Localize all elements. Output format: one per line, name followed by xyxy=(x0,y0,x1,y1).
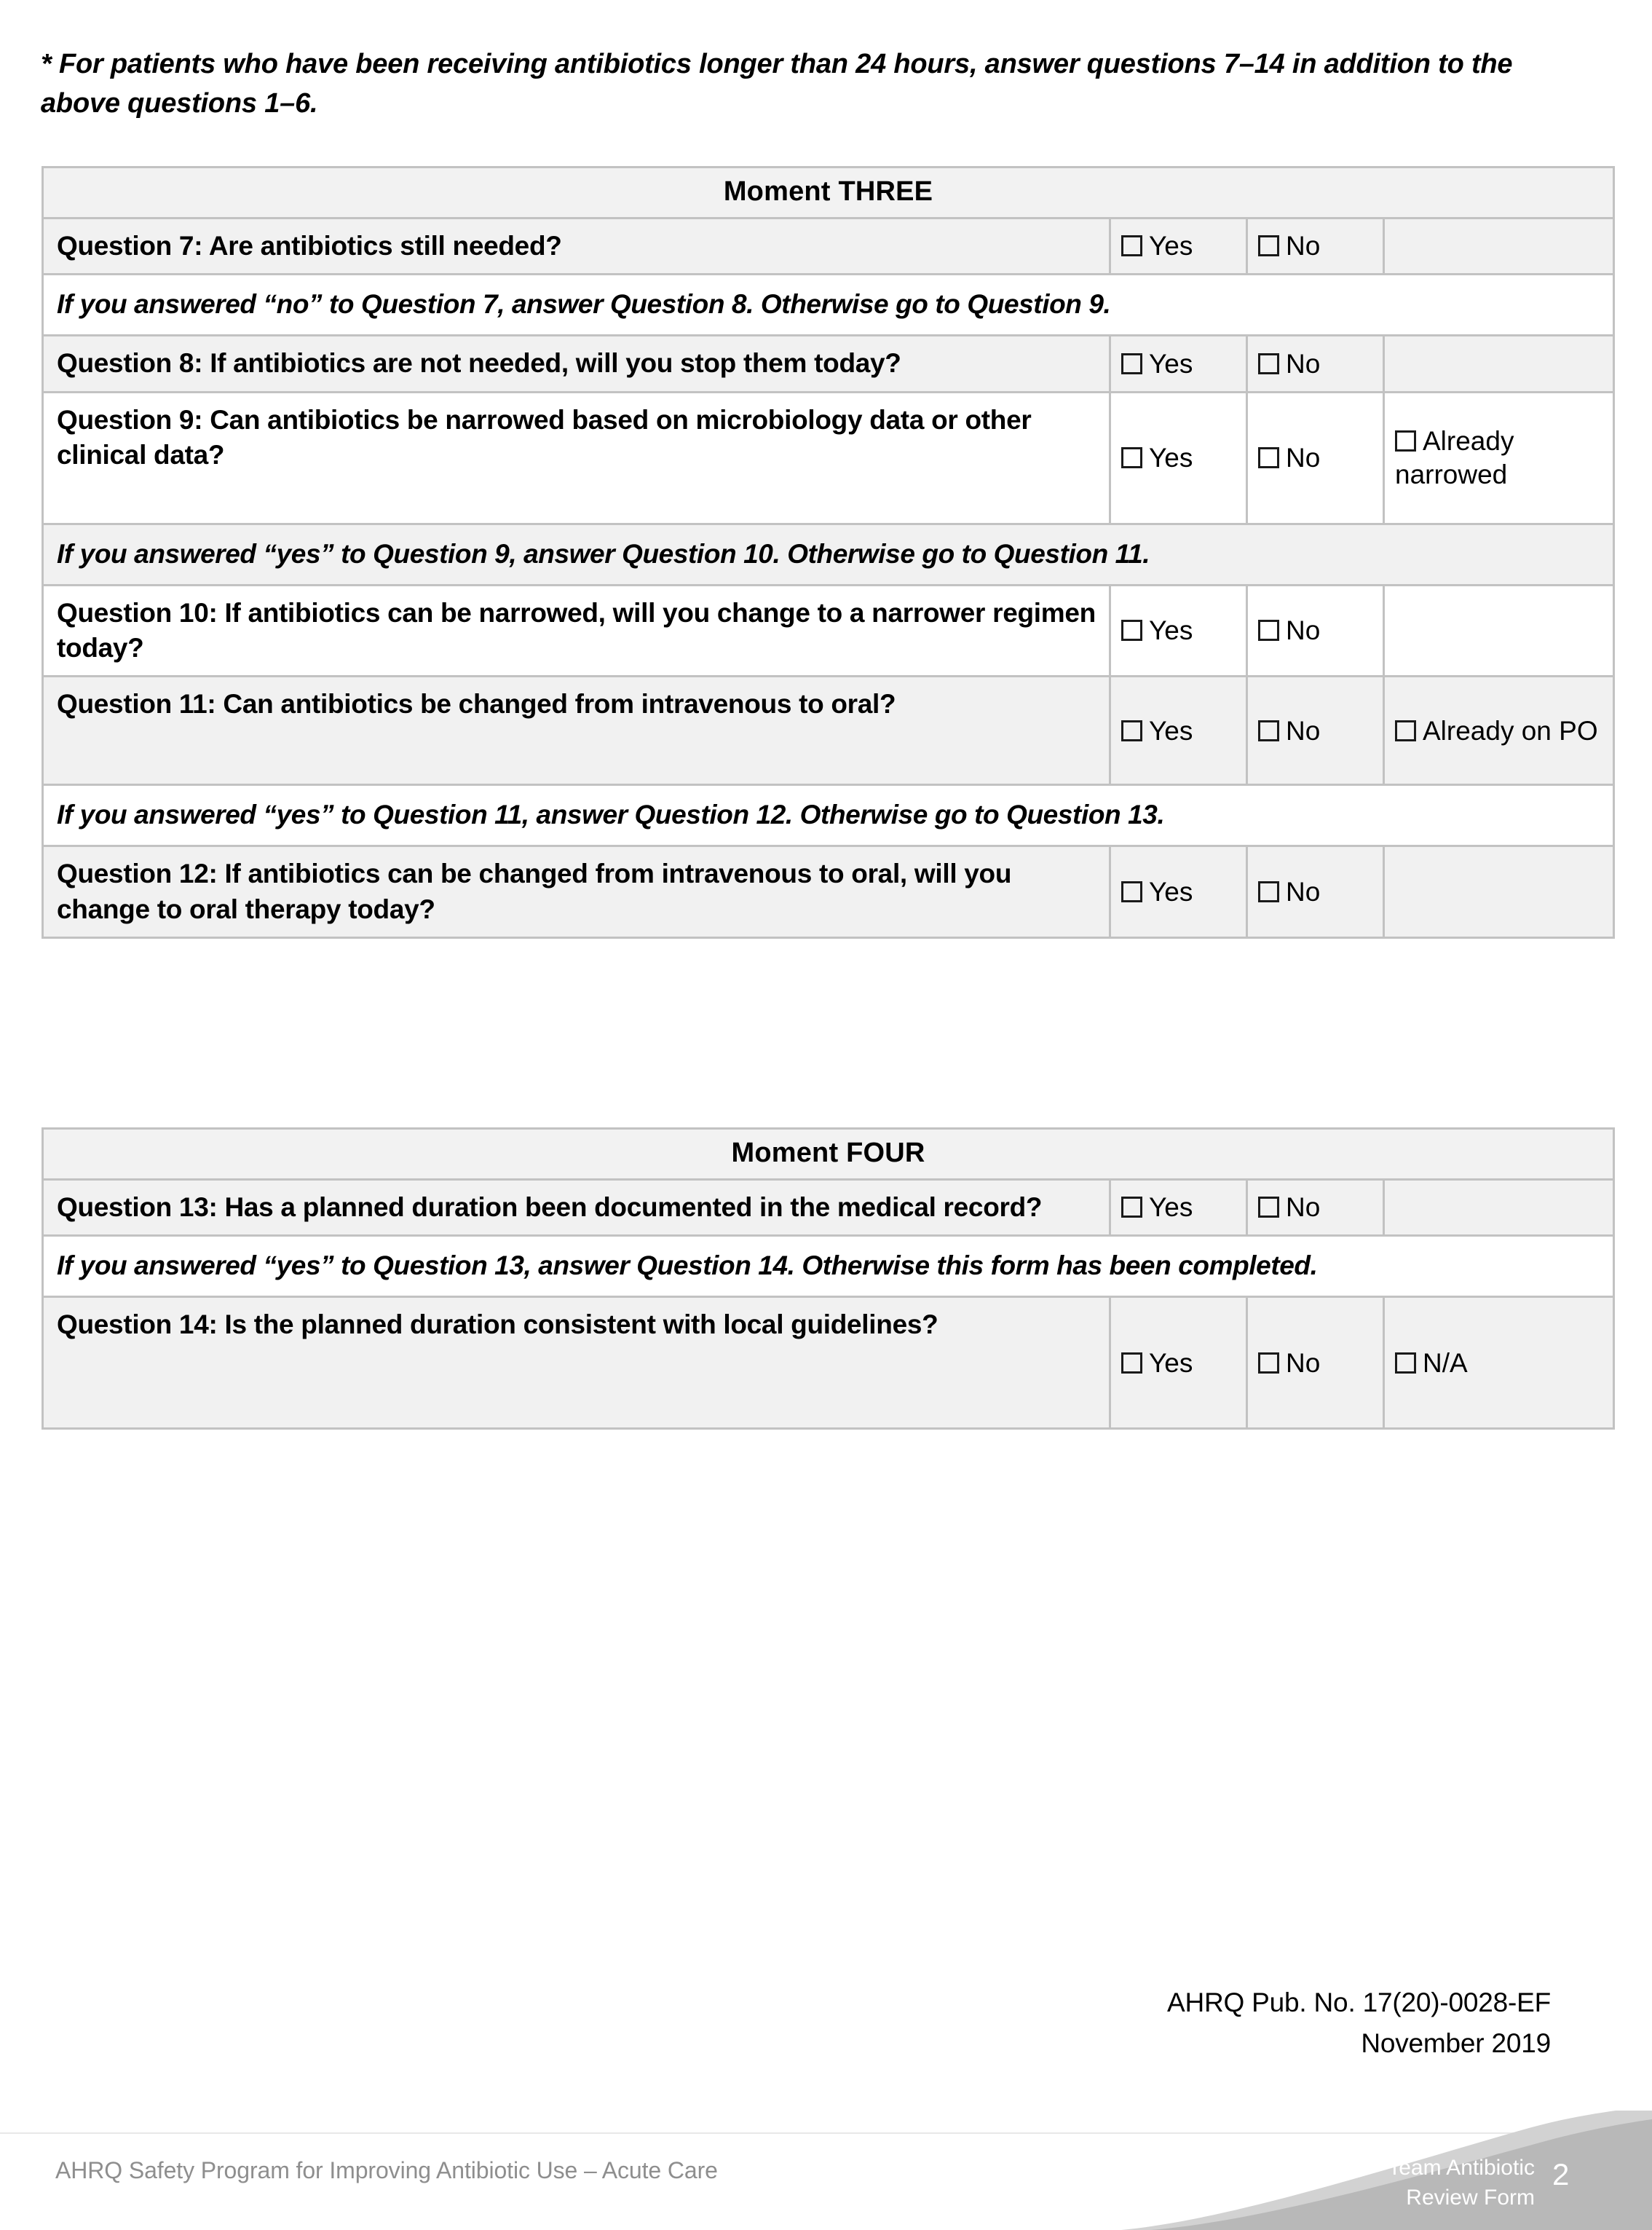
question-text: Question 8: If antibiotics are not needed, will you stop them today? xyxy=(43,336,1110,392)
checkbox-icon[interactable] xyxy=(1258,235,1279,256)
answer-already-narrowed-label: Already narrowed xyxy=(1395,426,1514,489)
table-row xyxy=(43,585,1614,676)
answer-no-label: No xyxy=(1286,348,1321,379)
checkbox-icon[interactable] xyxy=(1258,447,1279,468)
answer-no-label: No xyxy=(1286,1347,1321,1378)
checkbox-icon[interactable] xyxy=(1121,1352,1142,1374)
answer-no-label: No xyxy=(1286,876,1321,907)
checkbox-icon[interactable] xyxy=(1258,620,1279,641)
answer-extra-cell-empty xyxy=(1384,846,1614,937)
answer-yes-label: Yes xyxy=(1149,615,1193,646)
answer-yes-cell[interactable] xyxy=(1110,218,1247,275)
answer-no-label: No xyxy=(1286,231,1321,261)
answer-na-label: N/A xyxy=(1423,1347,1468,1378)
answer-no-cell[interactable] xyxy=(1247,1297,1384,1429)
moment-number: FOUR xyxy=(846,1138,925,1168)
table-row xyxy=(43,336,1614,392)
checkbox-icon[interactable] xyxy=(1121,720,1142,741)
answer-no-label: No xyxy=(1286,615,1321,646)
question-text: Question 14: Is the planned duration consistent with local guidelines? xyxy=(43,1297,1110,1429)
answer-already-narrowed-cell[interactable] xyxy=(1384,392,1614,524)
checkbox-icon[interactable] xyxy=(1121,235,1142,256)
answer-no-cell[interactable] xyxy=(1247,218,1384,275)
table-row xyxy=(43,275,1614,336)
table-row xyxy=(43,218,1614,275)
question-text: Question 7: Are antibiotics still needed? xyxy=(43,218,1110,275)
table-row xyxy=(43,1297,1614,1429)
answer-yes-label: Yes xyxy=(1149,715,1193,746)
table-header-row xyxy=(43,1129,1614,1180)
checkbox-icon[interactable] xyxy=(1121,881,1142,902)
question-text: Question 13: Has a planned duration been documented in the medical record? xyxy=(43,1180,1110,1236)
answer-extra-cell-empty xyxy=(1384,218,1614,275)
checkbox-icon[interactable] xyxy=(1121,620,1142,641)
answer-yes-cell[interactable] xyxy=(1110,392,1247,524)
answer-yes-label: Yes xyxy=(1149,231,1193,261)
answer-extra-cell-empty xyxy=(1384,585,1614,676)
answer-yes-label: Yes xyxy=(1149,1347,1193,1378)
publication-number: AHRQ Pub. No. 17(20)-0028-EF xyxy=(1166,1987,1551,2017)
answer-yes-cell[interactable] xyxy=(1110,585,1247,676)
answer-no-cell[interactable] xyxy=(1247,846,1384,937)
answer-already-on-po-label: Already on PO xyxy=(1423,715,1598,746)
instruction-text: If you answered “yes” to Question 11, answer Question 12. Otherwise go to Question 13. xyxy=(43,785,1614,846)
answer-na-cell[interactable] xyxy=(1384,1297,1614,1429)
answer-yes-cell[interactable] xyxy=(1110,677,1247,785)
table-row xyxy=(43,392,1614,524)
answer-no-cell[interactable] xyxy=(1247,585,1384,676)
publication-block xyxy=(1167,1982,1551,2064)
checkbox-icon[interactable] xyxy=(1395,430,1416,452)
moment-four-header xyxy=(43,1129,1614,1180)
question-text: Question 12: If antibiotics can be changed from intravenous to oral, will you change to oral therapy today? xyxy=(43,846,1110,937)
answer-yes-label: Yes xyxy=(1149,348,1193,379)
moment-three-table xyxy=(42,166,1615,939)
answer-yes-cell[interactable] xyxy=(1110,336,1247,392)
checkbox-icon[interactable] xyxy=(1258,720,1279,741)
footer-doc-title-line2: Review Form xyxy=(1406,2186,1535,2210)
checkbox-icon[interactable] xyxy=(1258,1352,1279,1374)
table-row xyxy=(43,846,1614,937)
checkbox-icon[interactable] xyxy=(1121,1197,1142,1218)
checkbox-icon[interactable] xyxy=(1395,1352,1416,1374)
footer-program-name: AHRQ Safety Program for Improving Antibiotic Use – Acute Care xyxy=(55,2157,718,2183)
table-row xyxy=(43,785,1614,846)
footer-page-number: 2 xyxy=(1552,2157,1570,2191)
intro-note: * For patients who have been receiving antibiotics longer than 24 hours, answer questions 7–14 in addition to the above questions 1–6. xyxy=(41,49,1513,119)
answer-no-label: No xyxy=(1286,442,1321,473)
footer-document-title xyxy=(1345,2153,1535,2213)
answer-no-cell[interactable] xyxy=(1247,336,1384,392)
moment-number: THREE xyxy=(838,176,933,207)
moment-label: Moment xyxy=(731,1138,839,1168)
answer-yes-cell[interactable] xyxy=(1110,1180,1247,1236)
checkbox-icon[interactable] xyxy=(1258,881,1279,902)
answer-yes-cell[interactable] xyxy=(1110,846,1247,937)
instruction-text: If you answered “yes” to Question 9, answer Question 10. Otherwise go to Question 11. xyxy=(43,524,1614,585)
question-text: Question 9: Can antibiotics be narrowed based on microbiology data or other clinical data? xyxy=(43,392,1110,524)
table-row xyxy=(43,1180,1614,1236)
table-row xyxy=(43,524,1614,585)
answer-extra-cell-empty xyxy=(1384,336,1614,392)
instruction-text: If you answered “yes” to Question 13, answer Question 14. Otherwise this form has been completed. xyxy=(43,1236,1614,1297)
answer-no-cell[interactable] xyxy=(1247,677,1384,785)
instruction-text: If you answered “no” to Question 7, answer Question 8. Otherwise go to Question 9. xyxy=(43,275,1614,336)
checkbox-icon[interactable] xyxy=(1258,353,1279,374)
checkbox-icon[interactable] xyxy=(1121,447,1142,468)
answer-yes-label: Yes xyxy=(1149,1192,1193,1223)
answer-no-cell[interactable] xyxy=(1247,1180,1384,1236)
answer-yes-cell[interactable] xyxy=(1110,1297,1247,1429)
answer-no-cell[interactable] xyxy=(1247,392,1384,524)
moment-four-table xyxy=(42,1127,1615,1430)
table-row xyxy=(43,1236,1614,1297)
checkbox-icon[interactable] xyxy=(1121,353,1142,374)
table-header-row xyxy=(43,168,1614,218)
answer-yes-label: Yes xyxy=(1149,876,1193,907)
question-text: Question 11: Can antibiotics be changed from intravenous to oral? xyxy=(43,677,1110,785)
checkbox-icon[interactable] xyxy=(1395,720,1416,741)
answer-already-on-po-cell[interactable] xyxy=(1384,677,1614,785)
table-row xyxy=(43,677,1614,785)
moment-three-header xyxy=(43,168,1614,218)
question-text: Question 10: If antibiotics can be narrowed, will you change to a narrower regimen today? xyxy=(43,585,1110,676)
moment-label: Moment xyxy=(723,176,831,207)
answer-yes-label: Yes xyxy=(1149,442,1193,473)
answer-extra-cell-empty xyxy=(1384,1180,1614,1236)
answer-no-label: No xyxy=(1286,715,1321,746)
checkbox-icon[interactable] xyxy=(1258,1197,1279,1218)
footer-doc-title-line1: Team Antibiotic xyxy=(1388,2156,1535,2180)
publication-date: November 2019 xyxy=(1361,2028,1551,2059)
answer-no-label: No xyxy=(1286,1192,1321,1223)
